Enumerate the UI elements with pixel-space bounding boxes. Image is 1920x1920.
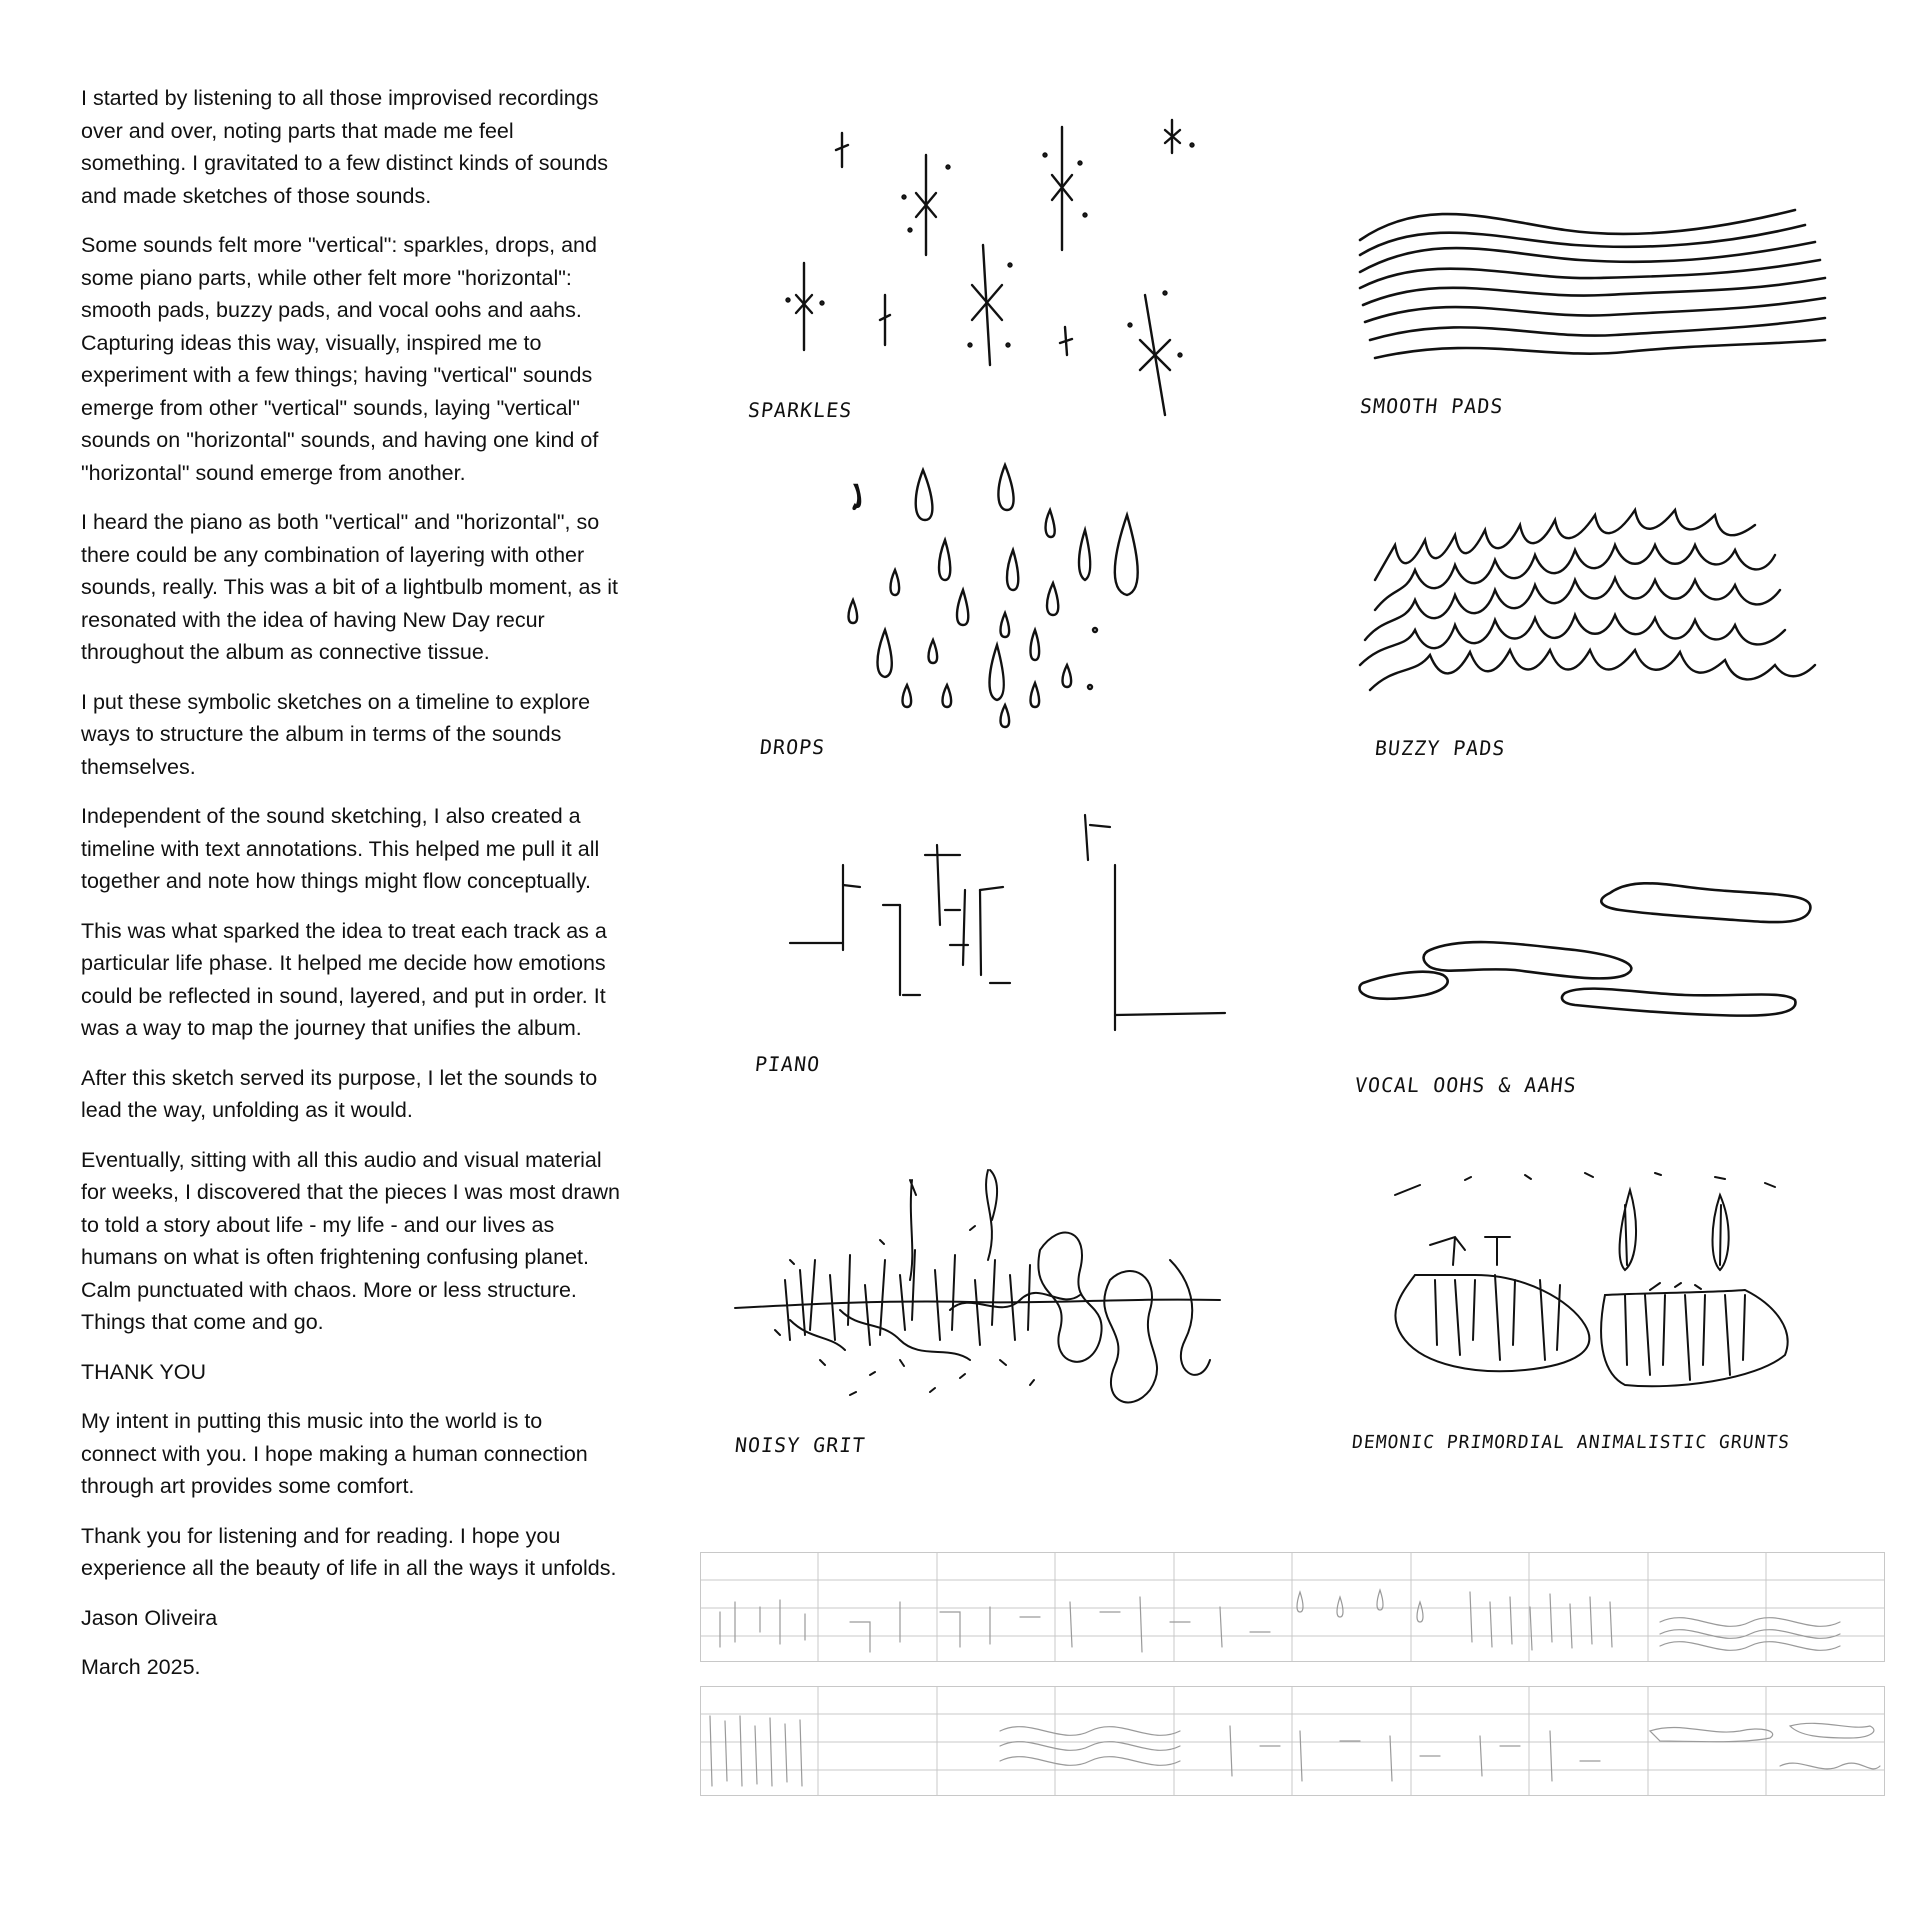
essay-paragraph: Eventually, sitting with all this audio and visual material for weeks, I discovered that the pieces I was most drawn to told a story about life - my life - and our lives as humans on what is often frightening confusing planet. Calm punctuated with chaos. More or less structure. Things that come and go.	[81, 1147, 620, 1334]
essay-paragraph: Independent of the sound sketching, I also created a timeline with text annotations. This helped me pull it all together and note how things might flow conceptually.	[81, 804, 600, 893]
essay-paragraph: I heard the piano as both "vertical" and "horizontal", so there could be any combination of layering with other sounds, really. This was a bit of a lightbulb moment, as it resonated with the idea of having New Day recur throughout the album as connective tissue.	[81, 510, 618, 664]
essay-paragraph: I started by listening to all those improvised recordings over and over, noting parts that made me feel something. I gravitated to a few distinct kinds of sounds and made sketches of those sounds.	[81, 86, 609, 208]
essay-paragraph: Some sounds felt more "vertical": sparkles, drops, and some piano parts, while other felt more "horizontal": smooth pads, buzzy pads, and vocal oohs and aahs. Capturing ideas this way, visually, inspired me to experiment with a few things; having "vertical" sounds emerge from other "vertical" sounds, laying "vertical" sounds on "horizontal" sounds, and having one kind of "horizontal" sound emerge from another.	[81, 233, 599, 485]
essay-paragraph: My intent in putting this music into the world is to connect with you. I hope making a human connection through art provides some comfort.	[81, 1409, 588, 1498]
essay-text	[81, 82, 621, 1701]
essay-date: March 2025.	[81, 1655, 201, 1679]
smooth-pads-label: SMOOTH PADS	[1358, 394, 1505, 418]
sparkle-mark	[1129, 292, 1182, 416]
vocal-sketch	[1355, 875, 1825, 1035]
sparkles-sketch	[740, 115, 1210, 425]
sparkles-label: SPARKLES	[746, 398, 854, 422]
sparkle-mark	[903, 155, 950, 255]
drops-sketch	[845, 465, 1165, 735]
sparkle-mark	[1044, 127, 1087, 250]
grunts-label: DEMONIC PRIMORDIAL ANIMALISTIC GRUNTS	[1350, 1432, 1792, 1453]
timeline-strip-top	[700, 1552, 1885, 1662]
grunts-sketch	[1375, 1165, 1835, 1395]
timeline-strip-bottom	[700, 1686, 1885, 1796]
piano-label: PIANO	[753, 1052, 822, 1076]
sparkle-mark	[1165, 120, 1194, 153]
smooth-pads-sketch	[1355, 200, 1835, 370]
sparkle-mark	[836, 133, 848, 167]
essay-paragraph: After this sketch served its purpose, I let the sounds to lead the way, unfolding as it would.	[81, 1065, 598, 1122]
sparkle-mark	[880, 295, 890, 345]
noisy-grit-label: NOISY GRIT	[733, 1433, 867, 1457]
buzzy-pads-sketch	[1355, 500, 1835, 700]
sparkle-mark	[969, 245, 1012, 365]
thank-you-heading: THANK YOU	[81, 1359, 207, 1384]
author-signature: Jason Oliveira	[81, 1605, 218, 1630]
drops-label: DROPS	[758, 735, 827, 759]
essay-paragraph: Thank you for listening and for reading. I hope you experience all the beauty of life in all the ways it unfolds.	[81, 1523, 617, 1580]
buzzy-pads-label: BUZZY PADS	[1373, 736, 1507, 760]
sparkle-mark	[1060, 327, 1072, 355]
piano-sketch	[785, 815, 1235, 1045]
sparkle-mark	[787, 263, 824, 350]
vocal-label: VOCAL OOHS & AAHS	[1353, 1073, 1578, 1097]
essay-paragraph: This was what sparked the idea to treat each track as a particular life phase. It helped me decide how emotions could be reflected in sound, layered, and put in order. It was a way to map the journey that unifies the album.	[81, 918, 607, 1040]
essay-paragraph: I put these symbolic sketches on a timeline to explore ways to structure the album in terms of the sounds themselves.	[81, 689, 591, 779]
noisy-grit-sketch	[730, 1160, 1230, 1430]
